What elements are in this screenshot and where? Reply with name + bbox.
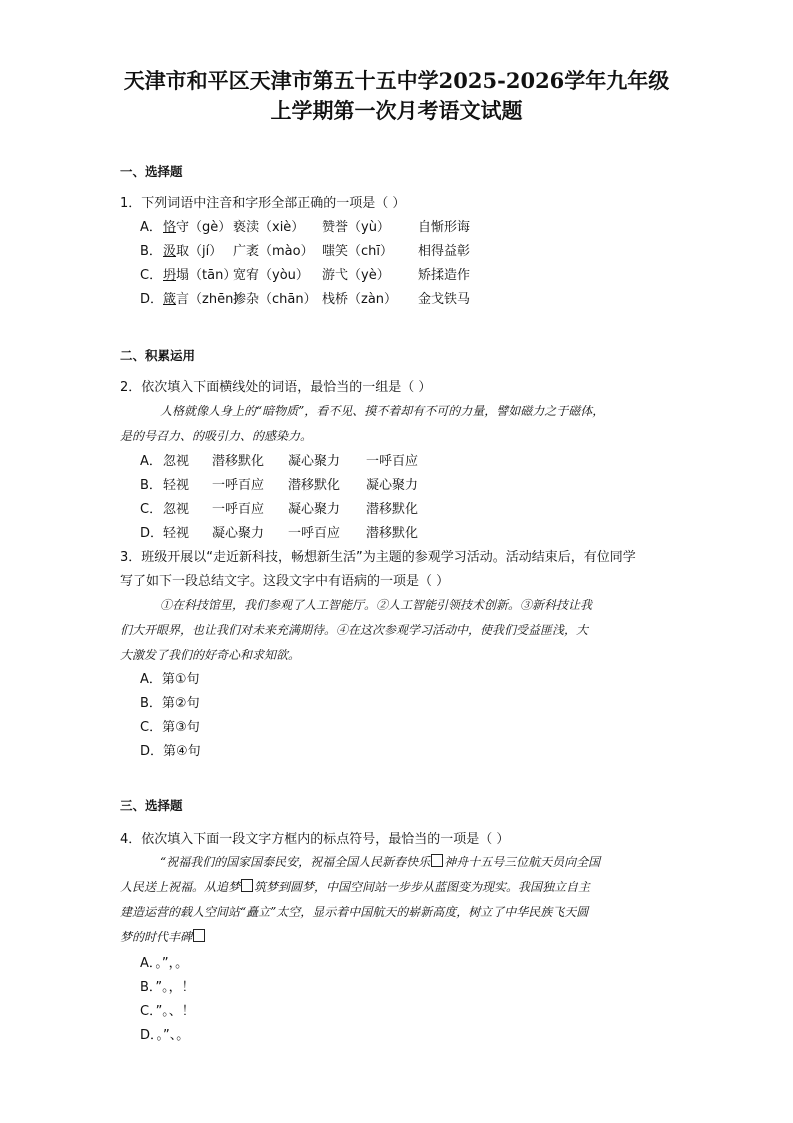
question-4-passage-line2: 人民送上祝福。从追梦 筑梦到圆梦，中国空间站一步步从蓝图变为现实。我国独立自主 bbox=[120, 880, 591, 894]
option-label: A． bbox=[140, 220, 162, 235]
word-text: 掺杂（chān） bbox=[233, 292, 317, 307]
option-word: 一呼百应 bbox=[366, 454, 419, 469]
option-label: B． bbox=[140, 244, 162, 259]
option-word bbox=[418, 288, 470, 307]
question-3-option-d[interactable]: D．第④句 bbox=[140, 744, 201, 759]
option-label: C． bbox=[140, 268, 163, 283]
word-text: 嗤笑（chī） bbox=[322, 244, 393, 259]
option-word: 凝心聚力 bbox=[212, 526, 265, 541]
question-3-passage-line2: 们大开眼界，也让我们对未来充满期待。④在这次参观学习活动中，使我们受益匪浅，大 bbox=[120, 623, 589, 637]
option-word bbox=[163, 216, 231, 235]
word-text: 赞誉（yù） bbox=[322, 220, 390, 235]
option-word bbox=[233, 288, 317, 307]
option-word bbox=[322, 288, 397, 307]
question-4-option-a[interactable]: A．。”，。 bbox=[140, 956, 189, 971]
question-3-option-b[interactable]: B．第②句 bbox=[140, 696, 200, 711]
section-heading-2: 二、积累运用 bbox=[120, 348, 196, 363]
option-word: 潜移默化 bbox=[366, 526, 419, 541]
word-text: 自惭形诲 bbox=[418, 220, 471, 235]
option-word: 凝心聚力 bbox=[366, 478, 419, 493]
word-text: 相得益彰 bbox=[418, 244, 471, 259]
word-text: 塌（tān） bbox=[176, 268, 237, 283]
question-2-passage-line1: 人格就像人身上的“暗物质”，看不见、摸不着却有不可的力量，譬如磁力之于磁体， bbox=[160, 404, 605, 418]
word-text: 游弋（yè） bbox=[322, 268, 390, 283]
option-word bbox=[322, 216, 390, 235]
option-word: 一呼百应 bbox=[288, 526, 341, 541]
word-text: 守（gè） bbox=[176, 220, 232, 235]
question-4-option-b[interactable]: B．”。，！ bbox=[140, 980, 195, 995]
question-3-passage-line3: 大激发了我们的好奇心和求知欲。 bbox=[120, 648, 301, 662]
option-word: 凝心聚力 bbox=[288, 502, 341, 517]
option-word bbox=[163, 240, 222, 259]
option-word bbox=[163, 264, 236, 283]
option-word: 轻视 bbox=[163, 478, 190, 493]
blank-box bbox=[193, 929, 205, 942]
question-2-stem: 2．依次填入下面横线处的词语，最恰当的一组是（ ） bbox=[120, 380, 432, 395]
option-word bbox=[322, 264, 390, 283]
question-4-stem: 4．依次填入下面一段文字方框内的标点符号，最恰当的一项是（ ） bbox=[120, 832, 510, 847]
question-4-option-d[interactable]: D．。”、。 bbox=[140, 1028, 190, 1043]
option-word bbox=[418, 240, 470, 259]
option-word: 潜移默化 bbox=[366, 502, 419, 517]
option-word: 一呼百应 bbox=[212, 478, 265, 493]
question-2-passage-line2: 是的号召力、的吸引力、的感染力。 bbox=[120, 429, 313, 443]
option-word bbox=[233, 240, 314, 259]
option-word: 一呼百应 bbox=[212, 502, 265, 517]
option-word bbox=[233, 264, 309, 283]
option-label: A． bbox=[140, 454, 162, 469]
section-heading-1: 一、选择题 bbox=[120, 164, 183, 179]
option-word bbox=[233, 216, 304, 235]
underlined-char: 箴 bbox=[163, 292, 177, 307]
blank-box bbox=[241, 879, 253, 892]
option-label: C． bbox=[140, 502, 163, 517]
question-4-passage-line1: “祝福我们的国家国泰民安，祝福全国人民新春快乐 神舟十五号三位航天员向全国 bbox=[160, 855, 601, 869]
underlined-char: 汲 bbox=[163, 244, 177, 259]
section-heading-3: 三、选择题 bbox=[120, 798, 183, 813]
word-text: 矫揉造作 bbox=[418, 268, 471, 283]
word-text: 栈桥（zàn） bbox=[322, 292, 398, 307]
option-word: 潜移默化 bbox=[212, 454, 265, 469]
question-3-passage-line1: ①在科技馆里，我们参观了人工智能厅。②人工智能引领技术创新。③新科技让我 bbox=[160, 598, 593, 612]
option-word: 轻视 bbox=[163, 526, 190, 541]
word-text: 取（jí） bbox=[176, 244, 223, 259]
option-label: D． bbox=[140, 292, 164, 307]
question-3-stem-line2: 写了如下一段总结文字。这段文字中有语病的一项是（ ） bbox=[120, 574, 450, 589]
question-4-passage-line3: 建造运营的载人空间站“矗立”太空，显示着中国航天的崭新高度，树立了中华民族飞天圆 bbox=[120, 905, 589, 919]
word-text: 金戈铁马 bbox=[418, 292, 471, 307]
word-text: 亵渎（xiè） bbox=[233, 220, 305, 235]
page-title-line2: 上学期第一次月考语文试题 bbox=[270, 98, 523, 123]
underlined-char: 坍 bbox=[163, 268, 177, 283]
option-label: D． bbox=[140, 526, 164, 541]
word-text: 言（zhēn） bbox=[176, 292, 247, 307]
option-word: 凝心聚力 bbox=[288, 454, 341, 469]
word-text: 宽宥（yòu） bbox=[233, 268, 309, 283]
question-4-passage-line4: 梦的时代丰碑 bbox=[120, 928, 680, 945]
question-3-stem-line1: 3．班级开展以“走近新科技，畅想新生活”为主题的参观学习活动。活动结束后，有位同学 bbox=[120, 550, 636, 565]
question-1-stem: 1．下列词语中注音和字形全部正确的一项是（ ） bbox=[120, 196, 406, 211]
option-word bbox=[322, 240, 393, 259]
option-word: 忽视 bbox=[163, 502, 190, 517]
option-word: 忽视 bbox=[163, 454, 190, 469]
blank-box bbox=[431, 854, 443, 867]
question-4-option-c[interactable]: C．”。、！ bbox=[140, 1004, 195, 1019]
word-text: 广袤（mào） bbox=[233, 244, 314, 259]
option-word bbox=[418, 264, 470, 283]
question-3-option-c[interactable]: C．第③句 bbox=[140, 720, 200, 735]
option-word bbox=[418, 216, 470, 235]
option-label: B． bbox=[140, 478, 162, 493]
page-title-line1: 天津市和平区天津市第五十五中学2025-2026学年九年级 bbox=[123, 68, 670, 93]
underlined-char: 恪 bbox=[163, 220, 177, 235]
option-word: 潜移默化 bbox=[288, 478, 341, 493]
question-3-option-a[interactable]: A．第①句 bbox=[140, 672, 200, 687]
